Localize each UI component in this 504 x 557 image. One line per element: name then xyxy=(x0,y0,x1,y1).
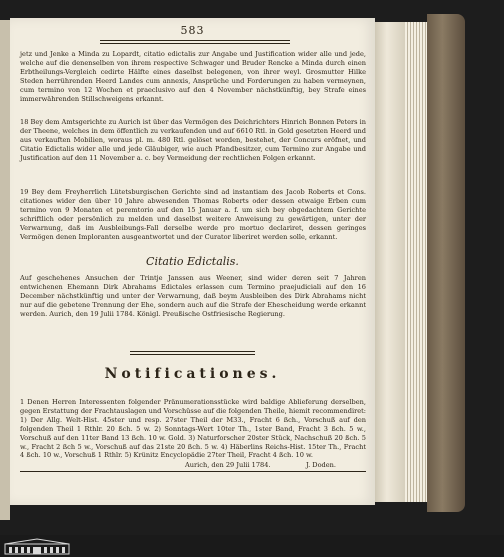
divider xyxy=(130,354,255,355)
document-page xyxy=(10,18,375,505)
header-rule xyxy=(100,40,290,41)
left-page-edge xyxy=(0,20,10,520)
divider xyxy=(130,351,255,352)
paragraph: 19 Bey dem Freyherrlich Lütetsburgischen Gerichte sind ad instantiam des Jacob Roberts et Cons. citationes wider den über 10 Jahre abwesenden Thomas Roberts oder dessen etwaige Erben cum termino von 9 Monaten et peremtorio auf den 15 Januar a. f. um sich bey obgedachtem Gerichte schriftlich oder persönlich zu melden und daselbst weitere Anweisung zu gewärtigen, unter der Verwarnung, daß im Ausbleibungs-Fall derselbe werde pro mortuo declariret, dessen geringes Vermögen denen Imploranten ausgeantwortet und der Curator liberiret werden solle, erkannt. xyxy=(20,188,366,241)
section-heading: Notificationes. xyxy=(104,366,281,382)
paragraph: 18 Bey dem Amtsgerichte zu Aurich ist über das Vermögen des Deichrichters Hinrich Bonnen Peters in der Theene, welches in dem öffentlich zu verkaufenden und auf 6610 Rtl. in Gold gesetzten Heerd und aus verkauften Mobilien, woraus pl. m. 480 Rtl. gelöset worden, bestehet, der Concurs eröfnet, und Citatio Edictalis wider alle und jede Gläubiger, wie auch Pfandbesitzer, cum Termino zur Angabe und Justification auf den 11 November a. c. bey Vermeidung der rechtlichen Folgen erkannt. xyxy=(20,118,366,162)
signature-name: J. Doden. xyxy=(305,461,336,469)
footer-rule xyxy=(20,471,366,472)
building-logo-icon xyxy=(4,538,70,555)
page-gutter xyxy=(375,22,405,502)
signature-date: Aurich, den 29 Julii 1784. xyxy=(185,461,271,469)
header-rule xyxy=(100,43,290,44)
paragraph: 1 Denen Herren Interessenten folgender Pränumerationsstücke wird baldige Ablieferung derselben, gegen Erstattung der Frachtauslagen und Vorschüsse auf die folgenden Theile, hiemit recommendiret: 1) Der Allg. Welt-Hist. 45ster und resp. 27ster Theil der M33., Fracht 6 ßch., Vorschuß auf den folgenden Theil 1 Rthlr. 20 ßch. 5 w. 2) Sonntags-Wert 10ter Th., 1ster Band, Fracht 3 ßch. 5 w., Vorschuß auf den 11ter Band 13 ßch. 10 w. Gold. 3) Naturforscher 20ster Stück, Nachschuß 20 ßch. 5 w., Fracht 2 ßch 5 w., Vorschuß auf das 21ste 20 ßch. 5 w. 4) Häberlins Reichs-Hist. 15ter Th., Fracht 4 ßch. 10 w., Vorschuß 1 Rthlr. 5) Krünitz Encyclopädie 27ter Theil, Fracht 4 ßch. 10 w. xyxy=(20,398,366,460)
book-cover xyxy=(427,14,465,512)
section-heading: Citatio Edictalis. xyxy=(146,255,239,268)
paragraph: jetz und Jenke a Minda zu Lopardt, citatio edictalis zur Angabe und Justification wider alle und jede, welche auf die denenselben von ihrem respective Schwager und Bruder Rencke a Minda durch einen Erbtheilungs-Vergleich cedirte Hälfte eines daselbst belegenen, von ihrer weyl. Grosmutter Hilke Steden herrührenden Heerd Landes cum annexis, Ansprüche und Forderungen zu haben vermeynen, cum termino von 12 Wochen et praeclusivo auf den 4 November nächstkünftig, bey Strafe eines immerwährenden Stillschweigens erkannt. xyxy=(20,50,366,103)
page-number: 583 xyxy=(180,24,205,37)
paragraph: Auf geschehenes Ansuchen der Trintje Janssen aus Weener, sind wider deren seit 7 Jahren entwichenen Ehemann Dirk Abrahams Edictales erlassen cum Termino praejudiciali auf den 16 December nächstkünftig und unter der Verwarnung, daß beym Ausbleiben des Dirk Abrahams nicht nur auf die gebetene Trennung der Ehe, sondern auch auf die Strafe der Ehescheidung werde erkannt werden. Aurich, den 19 Julii 1784. Königl. Preußische Ostfriesische Regierung. xyxy=(20,274,366,318)
page-edges xyxy=(405,22,427,502)
viewer-footer xyxy=(0,535,504,557)
